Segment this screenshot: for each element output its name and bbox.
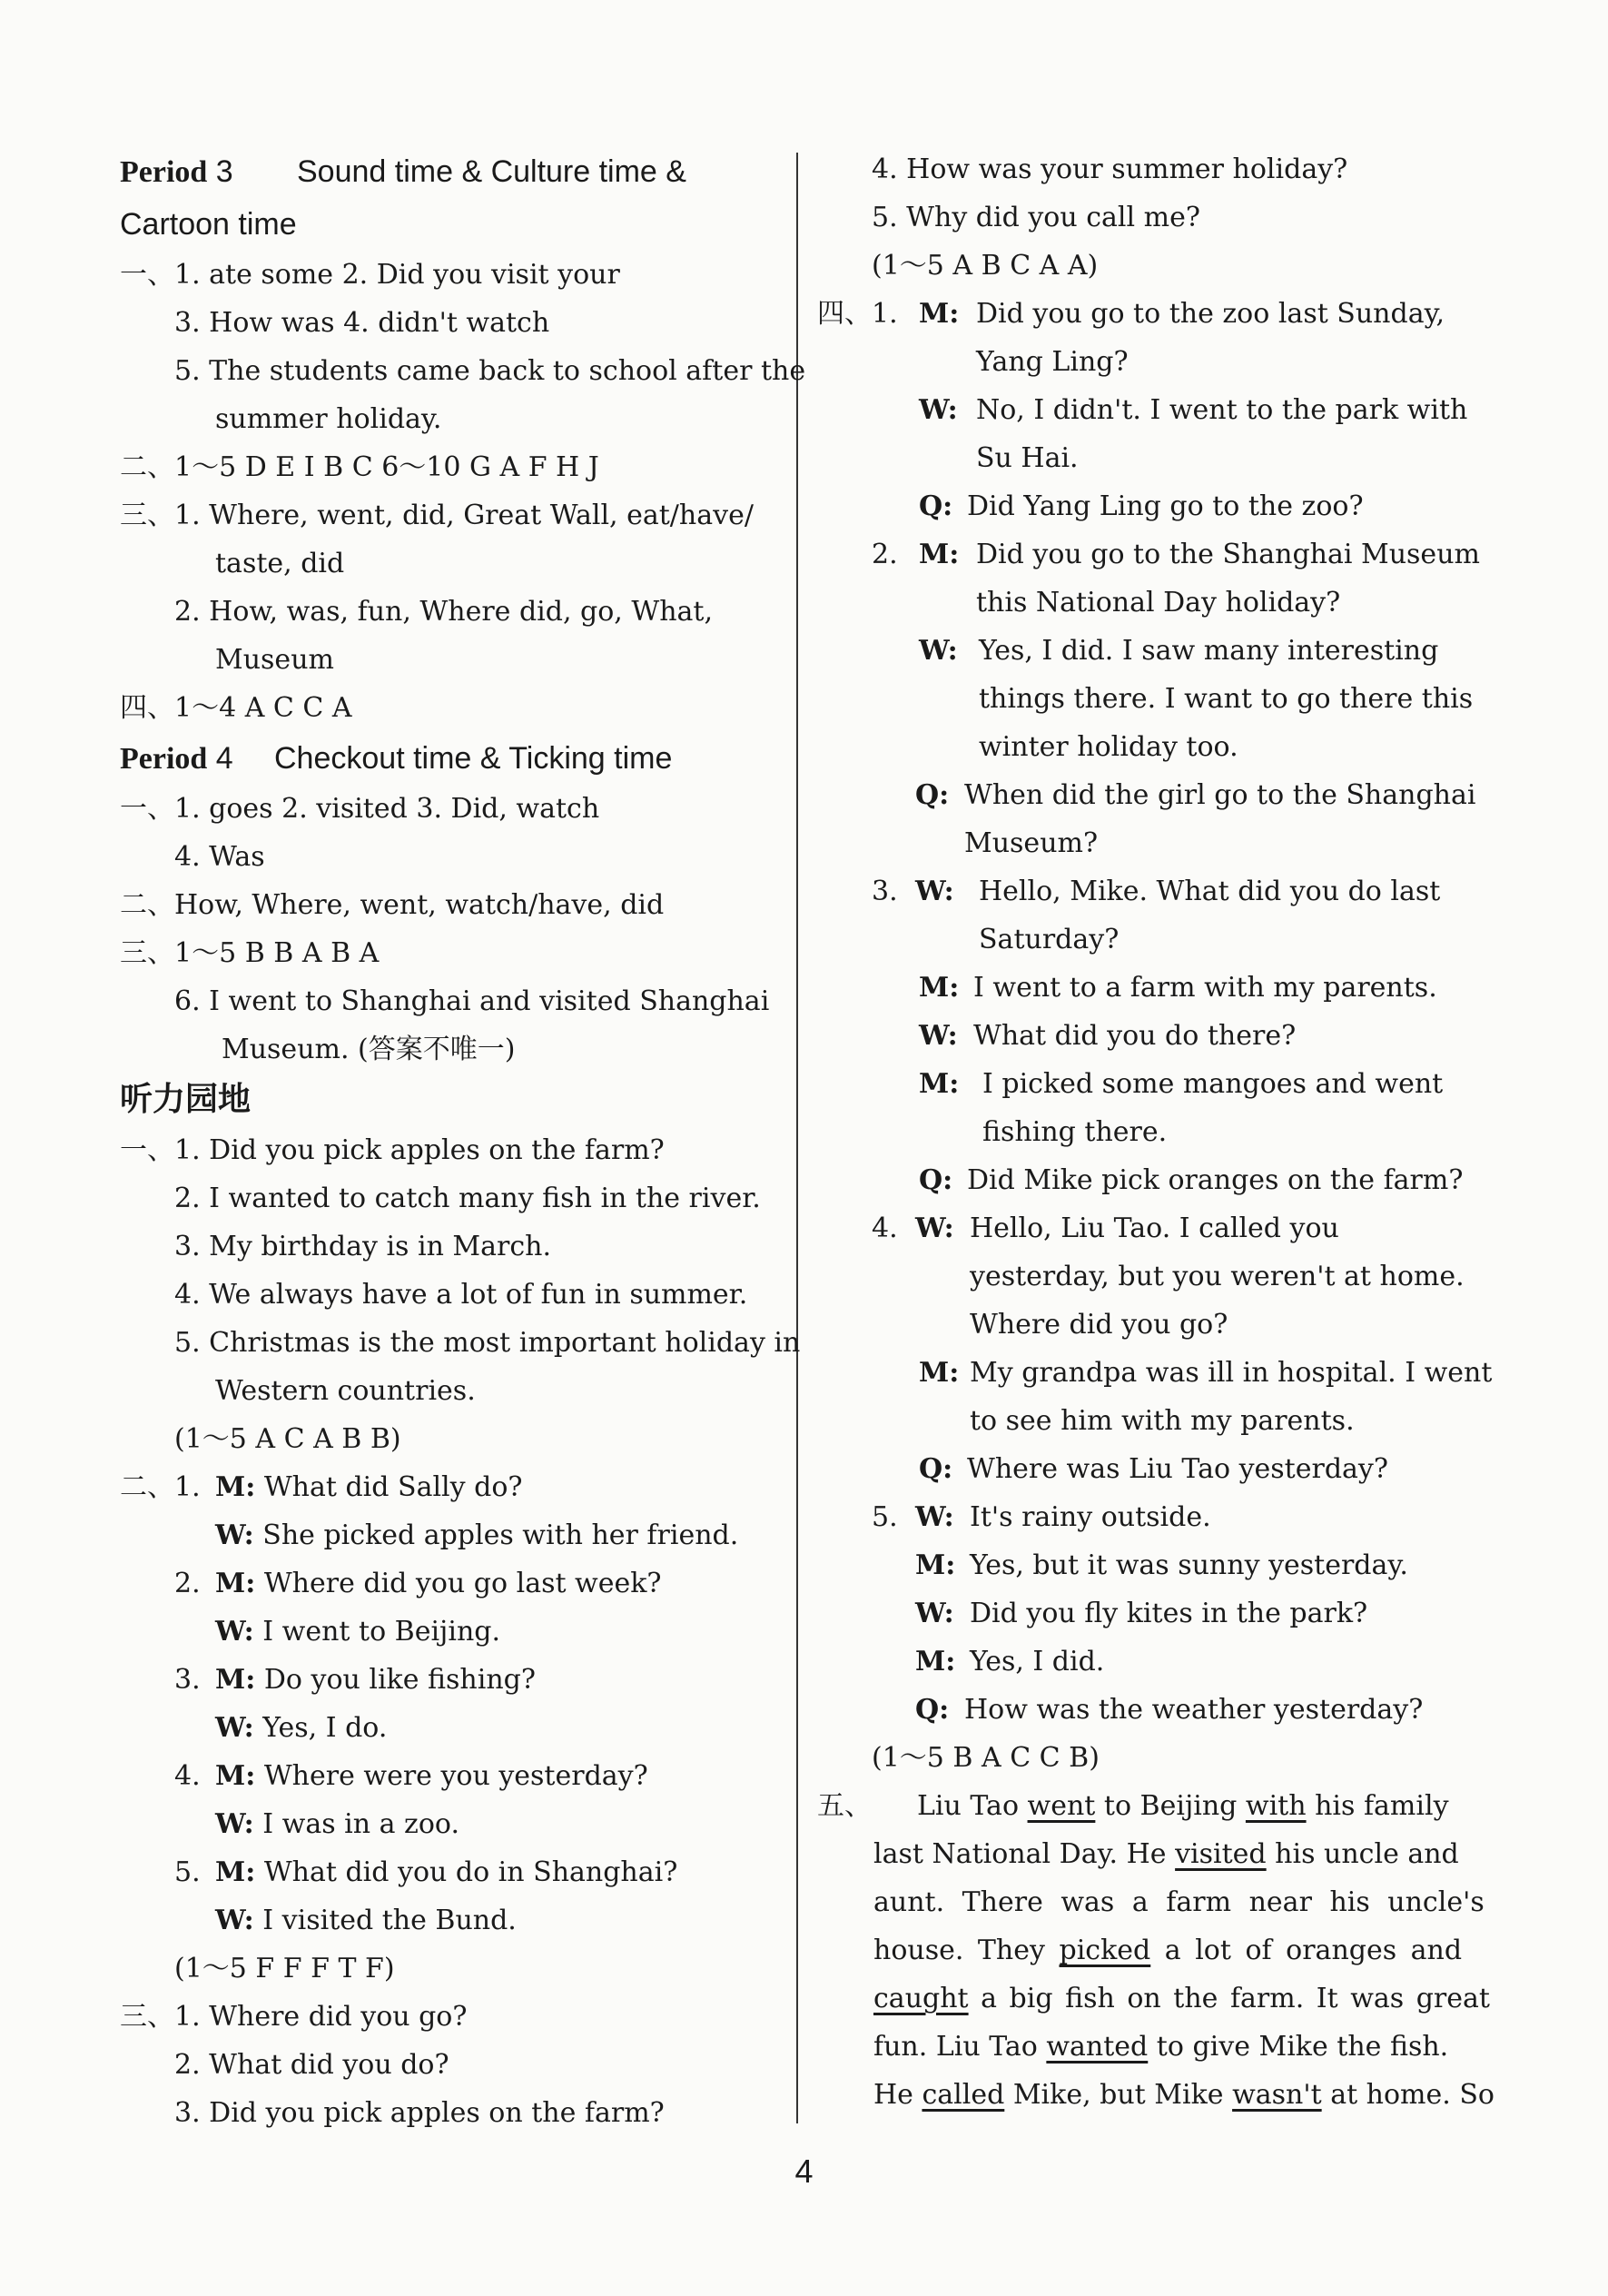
sec4-line: W: No, I didn't. I went to the park with [919, 394, 1468, 426]
listen-sec3-line: 2. What did you do? [174, 2049, 449, 2081]
period3-title: Sound time & Culture time & [297, 154, 686, 189]
sec4-line: Su Hai. [976, 442, 1079, 474]
sec4-line: Q: Did Yang Ling go to the zoo? [919, 490, 1364, 522]
p4-sec3-line: Museum. (答案不唯一) [222, 1034, 516, 1065]
passage-line: last National Day. He visited his uncle and [873, 1838, 1459, 1870]
sec4-line: Q: How was the weather yesterday? [915, 1694, 1424, 1726]
passage-line: house. They picked a lot of oranges and [873, 1935, 1463, 1966]
listen-sec1-line: 4. We always have a lot of fun in summer. [174, 1279, 748, 1311]
listen-sec2-line: W: I visited the Bund. [215, 1905, 517, 1936]
sec4-line: M: My grandpa was ill in hospital. I went [919, 1357, 1493, 1389]
p3-sec4: 四、1～4 A C C A [120, 692, 352, 724]
p3-sec3-line: 2. How, was, fun, Where did, go, What, [174, 596, 714, 628]
p3-sec1-line: 一、1. ate some 2. Did you visit your [120, 259, 620, 291]
period4-heading: Period 4 Checkout time & Ticking time [120, 732, 787, 785]
p4-sec3-line: 三、1～5 B B A B A [120, 937, 380, 969]
listen-sec1-line: 2. I wanted to catch many fish in the river. [174, 1183, 761, 1214]
passage-line: He called Mike, but Mike wasn't at home. So [873, 2079, 1495, 2111]
sec4-line: Where did you go? [970, 1309, 1228, 1341]
p3-sec1-line: 5. The students came back to school after the [174, 355, 806, 387]
listen-sec3-line: 4. How was your summer holiday? [872, 153, 1348, 185]
sec4-line: 5. W: It's rainy outside. [872, 1501, 1211, 1533]
p4-sec1-line: 一、1. goes 2. visited 3. Did, watch [120, 793, 600, 825]
sec4-line: things there. I want to go there this [979, 683, 1474, 715]
p3-sec1-line: summer holiday. [215, 403, 442, 435]
p4-sec1-line: 4. Was [174, 841, 265, 873]
sec4-line: Q: Did Mike pick oranges on the farm? [919, 1164, 1464, 1196]
listen-sec1-line: Western countries. [215, 1375, 476, 1407]
listen-sec2-answer: (1～5 F F F T F) [174, 1953, 395, 1984]
sec4-line: Saturday? [979, 924, 1120, 955]
period4-title: Checkout time & Ticking time [274, 741, 673, 776]
passage-line: 五、 Liu Tao went to Beijing with his family [817, 1790, 1449, 1822]
listen-sec2-line: W: I went to Beijing. [215, 1616, 501, 1648]
listen-sec2-line: W: She picked apples with her friend. [215, 1519, 739, 1551]
listen-sec2-line: W: I was in a zoo. [215, 1808, 459, 1840]
sec4-line: M: I picked some mangoes and went [919, 1068, 1444, 1100]
listen-sec2-line: 3. M: Do you like fishing? [174, 1664, 536, 1696]
blank-answer: went [1027, 1790, 1096, 1822]
column-divider [796, 153, 798, 2123]
sec4-answer: (1～5 B A C C B) [872, 1742, 1100, 1774]
blank-answer: wanted [1046, 2031, 1149, 2063]
listening-title: 听力园地 [120, 1081, 252, 1118]
sec4-line: 4. W: Hello, Liu Tao. I called you [872, 1212, 1339, 1244]
p4-sec3-line: 6. I went to Shanghai and visited Shanghai [174, 985, 770, 1017]
listen-sec2-line: 2. M: Where did you go last week? [174, 1568, 662, 1599]
p3-sec1-line: 3. How was 4. didn't watch [174, 307, 550, 339]
left-column [120, 145, 806, 2137]
listen-sec1-answer: (1～5 A C A B B) [174, 1423, 401, 1455]
sec4-line: Q: When did the girl go to the Shanghai [915, 779, 1476, 811]
listen-sec1-line: 5. Christmas is the most important holiday in [174, 1327, 801, 1359]
listen-sec3-answer: (1～5 A B C A A) [872, 250, 1099, 282]
sec4-line: W: Did you fly kites in the park? [915, 1598, 1368, 1629]
sec4-line: yesterday, but you weren't at home. [970, 1261, 1465, 1292]
listen-sec2-line: 5. M: What did you do in Shanghai? [174, 1856, 678, 1888]
p4-sec2: 二、How, Where, went, watch/have, did [120, 889, 665, 921]
sec4-line: 2. M: Did you go to the Shanghai Museum [872, 539, 1480, 570]
sec4-line: Yang Ling? [976, 346, 1129, 378]
sec4-line: winter holiday too. [979, 731, 1238, 763]
passage-line: caught a big fish on the farm. It was great [873, 1983, 1490, 2014]
blank-answer: caught [873, 1983, 969, 2014]
sec4-line: 四、1. M: Did you go to the zoo last Sunday, [817, 298, 1445, 330]
sec4-line: Q: Where was Liu Tao yesterday? [919, 1453, 1388, 1485]
listen-sec3-line: 3. Did you pick apples on the farm? [174, 2097, 665, 2129]
sec4-line: Museum? [964, 827, 1099, 859]
sec4-line: to see him with my parents. [970, 1405, 1355, 1437]
listen-sec2-line: W: Yes, I do. [215, 1712, 388, 1744]
blank-answer: called [922, 2079, 1005, 2111]
blank-answer: visited [1175, 1838, 1267, 1870]
blank-answer: wasn't [1232, 2079, 1322, 2111]
sec4-line: W: Yes, I did. I saw many interesting [919, 635, 1439, 667]
p3-sec3-line: 三、1. Where, went, did, Great Wall, eat/have/ [120, 500, 754, 531]
sec4-line: fishing there. [982, 1116, 1168, 1148]
sec4-line: 3. W: Hello, Mike. What did you do last [872, 876, 1441, 907]
blank-answer: with [1245, 1790, 1307, 1822]
right-column [817, 145, 1495, 2119]
blank-answer: picked [1059, 1935, 1151, 1966]
p3-sec3-line: taste, did [215, 548, 345, 579]
passage-line: aunt. There was a farm near his uncle's [873, 1886, 1485, 1918]
listen-sec2-line: 4. M: Where were you yesterday? [174, 1760, 648, 1792]
period3-title-cont: Cartoon time [120, 207, 297, 242]
sec4-line: M: Yes, I did. [915, 1646, 1105, 1677]
sec4-line: this National Day holiday? [976, 587, 1341, 619]
page-number: 4 [794, 2152, 814, 2190]
p3-sec2: 二、1～5 D E I B C 6～10 G A F H J [120, 451, 599, 483]
sec4-line: M: Yes, but it was sunny yesterday. [915, 1549, 1408, 1581]
period3-heading: Period 3 Sound time & Culture time & [120, 145, 787, 198]
listen-sec2-line: 二、1. M: What did Sally do? [120, 1471, 523, 1503]
listen-sec1-line: 一、1. Did you pick apples on the farm? [120, 1134, 665, 1166]
sec4-line: M: I went to a farm with my parents. [919, 972, 1437, 1004]
listen-sec3-line: 三、1. Where did you go? [120, 2001, 468, 2033]
passage-line: fun. Liu Tao wanted to give Mike the fish. [873, 2031, 1449, 2063]
sec4-line: W: What did you do there? [919, 1020, 1297, 1052]
listen-sec3-line: 5. Why did you call me? [872, 202, 1200, 233]
p3-sec3-line: Museum [215, 644, 334, 676]
listen-sec1-line: 3. My birthday is in March. [174, 1231, 552, 1262]
